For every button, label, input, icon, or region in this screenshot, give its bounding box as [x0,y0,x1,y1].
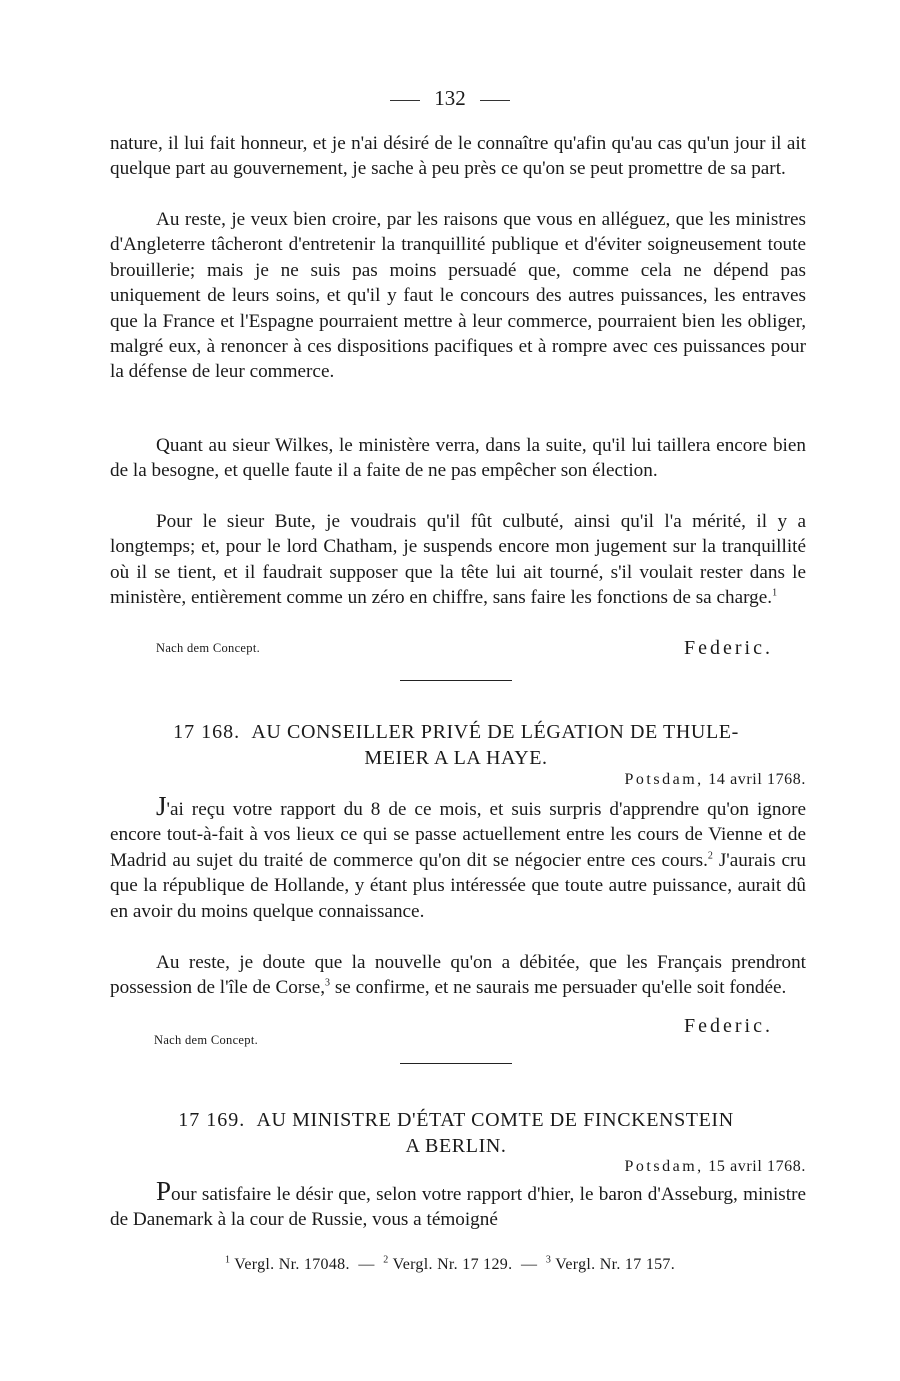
header-dash-left [390,100,420,101]
source-note: Nach dem Concept. [154,1033,259,1047]
signature: Federic. [684,1015,773,1037]
paragraph-continuation: nature, il lui fait honneur, et je n'ai désiré de le connaître qu'afin qu'au cas qu'un jour il ait quelque part au gouvernement, je sache à peu près ce qu'on se peut promettre de sa part. [110,133,806,180]
paragraph-wilkes: Quant au sieur Wilkes, le ministère verra, dans la suite, qu'il lui taillera encore bien de la besogne, et quelle faute il a faite de ne pas empêcher son élection. [110,435,806,482]
letter-number: 17 169. [178,1109,246,1131]
footnote-separator: — [358,1256,375,1273]
date-value: 15 avril 1768. [708,1158,806,1175]
section-divider [400,1063,512,1064]
paragraph-text: our satisfaire le désir que, selon votre rapport d'hier, le baron d'Asseburg, ministre de Danemark à la cour de Russie, vous a témoigné [110,1184,806,1231]
footnote-ref-3: 3 [325,978,331,990]
footnote-separator: — [521,1256,538,1273]
paragraph-text: se confirme, et ne saurais me persuader qu'elle soit fondée. [330,977,787,999]
date-place: Potsdam, [624,771,704,788]
heading-line [106,719,806,745]
paragraph-letter-17168-2 [110,950,806,1001]
heading-line-2: A BERLIN. [405,1135,507,1157]
letter-heading-17168 [106,719,806,771]
footnote-marker-3: 3 [545,1254,552,1266]
page-number: 132 [434,86,466,110]
paragraph-bute [110,509,806,611]
footnote-3: Vergl. Nr. 17 157. [555,1256,676,1273]
heading-line-2: MEIER A LA HAYE. [364,747,548,769]
signature: Federic. [684,637,773,659]
dateline [625,1158,806,1176]
dateline [625,771,806,789]
footnote-2: Vergl. Nr. 17 129. [392,1256,513,1273]
paragraph-bute-text: Pour le sieur Bute, je voudrais qu'il fût culbuté, ainsi qu'il l'a mérité, il y a longtemps; et, pour le lord Chatham, je suspends encore mon jugement sur la tranquillité où il se tient, et il faudrait supposer que la tête lui ait tourné, s'il voulait rester dans le ministère, entièrement comme un zéro en chiffre, sans faire les fonctions de sa charge. [110,511,806,609]
heading-recipient: AU CONSEILLER PRIVÉ DE LÉGATION DE THULE- [251,721,739,743]
source-note: Nach dem Concept. [156,641,261,655]
paragraph-text: Au reste, je doute que la nouvelle qu'on a débitée, que les Français prendront possession de l'île de Corse, [110,952,806,999]
footnotes [0,1256,900,1274]
date-place: Potsdam, [624,1158,704,1175]
section-divider [400,680,512,681]
letter-number: 17 168. [173,721,241,743]
paragraph-letter-17168-1 [110,791,806,924]
drop-capital: P [156,1176,172,1206]
paragraph-letter-17169-1 [110,1176,806,1233]
footnote-marker-2: 2 [383,1254,389,1266]
drop-capital: J [156,791,167,821]
footnote-ref-1: 1 [772,587,778,599]
page-header [0,86,900,111]
header-dash-right [480,100,510,101]
footnote-ref-2: 2 [707,850,713,862]
letter-heading-17169 [106,1107,806,1159]
paragraph-text: J'aurais cru que la république de Hollande, y étant plus intéressée que toute autre puissance, aurait dû en avoir du moins quelque connaissance. [110,849,806,922]
date-value: 14 avril 1768. [708,771,806,788]
heading-recipient: AU MINISTRE D'ÉTAT COMTE DE FINCKENSTEIN [256,1109,734,1131]
footnote-1: Vergl. Nr. 17048. [234,1256,350,1273]
paragraph-reste: Au reste, je veux bien croire, par les raisons que vous en alléguez, que les ministres d'Angleterre tâcheront d'entretenir la tranquillité publique et d'éviter soigneusement toute brouillerie; mais je ne suis pas moins persuadé que, comme cela ne dépend pas uniquement de leurs soins, et qu'il y faut le concours des autres puissances, les entraves que la France et l'Espagne pourraient mettre à leur commerce, pourraient bien les obliger, malgré eux, à renoncer à ces dispositions pacifiques et à rompre avec ces puissances pour la défense de leur commerce. [110,209,806,383]
heading-line [106,1107,806,1133]
paragraph-text: 'ai reçu votre rapport du 8 de ce mois, et suis surpris d'apprendre qu'on ignore encore tout-à-fait à vos lieux ce qui se passe actuellement entre les cours de Vienne et de Madrid au sujet du traité de commerce qu'on dit se négocier entre ces cours. [110,799,806,871]
footnote-marker-1: 1 [224,1254,231,1266]
